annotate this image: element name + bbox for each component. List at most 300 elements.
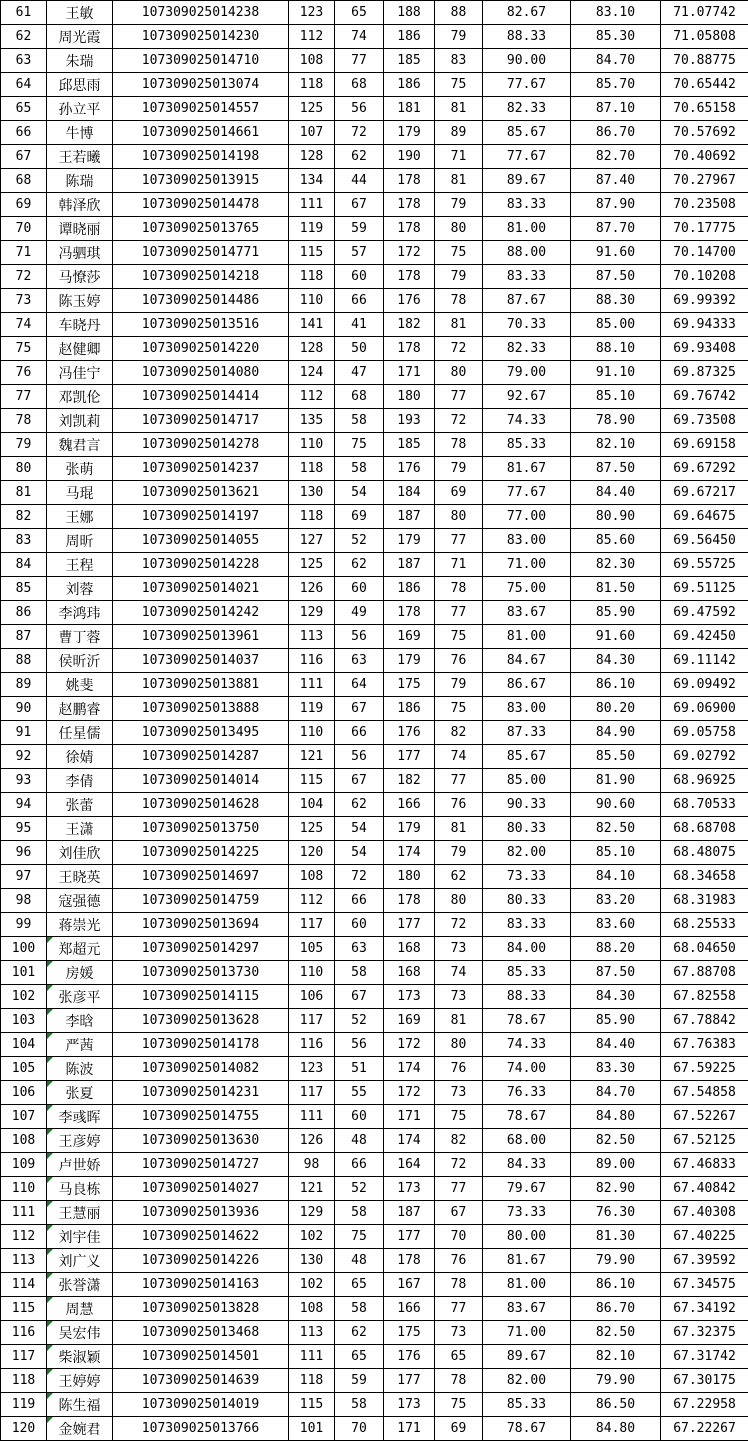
score-2-cell: 58 <box>335 1201 384 1225</box>
score-4-cell: 82.33 <box>483 97 571 121</box>
table-row <box>1 793 748 817</box>
score-total-cell: 188 <box>384 1 435 25</box>
final-score-cell: 69.47592 <box>661 601 748 625</box>
score-1-cell: 118 <box>289 73 335 97</box>
score-total-cell: 177 <box>384 913 435 937</box>
score-4-cell: 82.33 <box>483 337 571 361</box>
score-2-cell: 58 <box>335 409 384 433</box>
score-4-cell: 82.67 <box>483 1 571 25</box>
row-index-cell: 69 <box>1 193 47 217</box>
name-cell: 王程 <box>47 553 113 577</box>
table-row <box>1 1105 748 1129</box>
score-5-cell: 90.60 <box>571 793 661 817</box>
score-2-cell: 68 <box>335 385 384 409</box>
score-3-cell: 75 <box>435 1105 483 1129</box>
score-total-cell: 186 <box>384 577 435 601</box>
score-3-cell: 77 <box>435 1177 483 1201</box>
score-4-cell: 77.67 <box>483 145 571 169</box>
final-score-cell: 69.42450 <box>661 625 748 649</box>
row-index-cell: 90 <box>1 697 47 721</box>
score-5-cell: 85.30 <box>571 25 661 49</box>
exam-id-cell: 107309025014082 <box>113 1057 289 1081</box>
final-score-cell: 68.31983 <box>661 889 748 913</box>
name-cell: 王婷婷 <box>47 1369 113 1393</box>
exam-id-cell: 107309025014639 <box>113 1369 289 1393</box>
table-row <box>1 745 748 769</box>
score-total-cell: 190 <box>384 145 435 169</box>
final-score-cell: 67.34192 <box>661 1297 748 1321</box>
score-3-cell: 82 <box>435 1129 483 1153</box>
score-5-cell: 84.10 <box>571 865 661 889</box>
table-row <box>1 769 748 793</box>
score-total-cell: 185 <box>384 49 435 73</box>
score-2-cell: 72 <box>335 865 384 889</box>
score-4-cell: 85.67 <box>483 745 571 769</box>
row-index-cell: 72 <box>1 265 47 289</box>
score-1-cell: 111 <box>289 193 335 217</box>
table-row <box>1 913 748 937</box>
exam-id-cell: 107309025014228 <box>113 553 289 577</box>
score-4-cell: 74.00 <box>483 1057 571 1081</box>
table-row <box>1 265 748 289</box>
row-index-cell: 97 <box>1 865 47 889</box>
score-3-cell: 72 <box>435 409 483 433</box>
exam-id-cell: 107309025013750 <box>113 817 289 841</box>
score-5-cell: 76.30 <box>571 1201 661 1225</box>
table-row <box>1 169 748 193</box>
score-5-cell: 87.50 <box>571 457 661 481</box>
score-1-cell: 117 <box>289 913 335 937</box>
final-score-cell: 68.70533 <box>661 793 748 817</box>
score-2-cell: 67 <box>335 697 384 721</box>
final-score-cell: 69.87325 <box>661 361 748 385</box>
table-row <box>1 1201 748 1225</box>
exam-id-cell: 107309025014080 <box>113 361 289 385</box>
name-cell: 谭晓丽 <box>47 217 113 241</box>
name-cell: 周慧 <box>47 1297 113 1321</box>
score-5-cell: 91.60 <box>571 241 661 265</box>
score-2-cell: 68 <box>335 73 384 97</box>
score-3-cell: 74 <box>435 961 483 985</box>
score-2-cell: 70 <box>335 1417 384 1441</box>
score-1-cell: 111 <box>289 1105 335 1129</box>
score-1-cell: 130 <box>289 1249 335 1273</box>
name-cell: 王娜 <box>47 505 113 529</box>
score-4-cell: 85.33 <box>483 961 571 985</box>
score-4-cell: 86.67 <box>483 673 571 697</box>
score-3-cell: 62 <box>435 865 483 889</box>
score-total-cell: 187 <box>384 553 435 577</box>
table-row <box>1 1345 748 1369</box>
score-5-cell: 87.10 <box>571 97 661 121</box>
score-total-cell: 178 <box>384 337 435 361</box>
table-row <box>1 361 748 385</box>
table-row <box>1 241 748 265</box>
score-5-cell: 84.80 <box>571 1417 661 1441</box>
score-4-cell: 88.33 <box>483 985 571 1009</box>
score-total-cell: 179 <box>384 121 435 145</box>
exam-id-cell: 107309025014163 <box>113 1273 289 1297</box>
name-cell: 邓凯伦 <box>47 385 113 409</box>
name-cell: 赵鹏睿 <box>47 697 113 721</box>
row-index-cell: 106 <box>1 1081 47 1105</box>
score-2-cell: 60 <box>335 913 384 937</box>
score-4-cell: 71.00 <box>483 1321 571 1345</box>
table-row <box>1 97 748 121</box>
table-row <box>1 337 748 361</box>
name-cell: 蒋崇光 <box>47 913 113 937</box>
score-2-cell: 55 <box>335 1081 384 1105</box>
score-5-cell: 85.90 <box>571 1009 661 1033</box>
score-5-cell: 81.90 <box>571 769 661 793</box>
score-3-cell: 71 <box>435 145 483 169</box>
table-row <box>1 313 748 337</box>
final-score-cell: 67.78842 <box>661 1009 748 1033</box>
row-index-cell: 85 <box>1 577 47 601</box>
score-total-cell: 179 <box>384 529 435 553</box>
name-cell: 卢世娇 <box>47 1153 113 1177</box>
table-row <box>1 673 748 697</box>
score-4-cell: 82.00 <box>483 1369 571 1393</box>
score-5-cell: 81.50 <box>571 577 661 601</box>
score-3-cell: 80 <box>435 889 483 913</box>
score-3-cell: 67 <box>435 1201 483 1225</box>
exam-id-cell: 107309025014037 <box>113 649 289 673</box>
score-total-cell: 179 <box>384 649 435 673</box>
score-1-cell: 126 <box>289 1129 335 1153</box>
name-cell: 房媛 <box>47 961 113 985</box>
score-2-cell: 74 <box>335 25 384 49</box>
score-4-cell: 88.33 <box>483 25 571 49</box>
row-index-cell: 104 <box>1 1033 47 1057</box>
score-2-cell: 59 <box>335 1369 384 1393</box>
score-2-cell: 67 <box>335 769 384 793</box>
score-4-cell: 77.67 <box>483 73 571 97</box>
table-row <box>1 217 748 241</box>
score-3-cell: 80 <box>435 1033 483 1057</box>
score-4-cell: 80.33 <box>483 889 571 913</box>
final-score-cell: 68.68708 <box>661 817 748 841</box>
score-1-cell: 121 <box>289 745 335 769</box>
score-1-cell: 127 <box>289 529 335 553</box>
score-3-cell: 75 <box>435 697 483 721</box>
score-1-cell: 110 <box>289 721 335 745</box>
final-score-cell: 69.64675 <box>661 505 748 529</box>
name-cell: 周昕 <box>47 529 113 553</box>
final-score-cell: 67.54858 <box>661 1081 748 1105</box>
score-total-cell: 187 <box>384 505 435 529</box>
score-4-cell: 83.67 <box>483 1297 571 1321</box>
score-total-cell: 179 <box>384 817 435 841</box>
exam-id-cell: 107309025014297 <box>113 937 289 961</box>
score-2-cell: 54 <box>335 817 384 841</box>
row-index-cell: 109 <box>1 1153 47 1177</box>
exam-id-cell: 107309025014014 <box>113 769 289 793</box>
table-row <box>1 1129 748 1153</box>
score-2-cell: 75 <box>335 433 384 457</box>
row-index-cell: 115 <box>1 1297 47 1321</box>
score-1-cell: 102 <box>289 1225 335 1249</box>
score-4-cell: 74.33 <box>483 1033 571 1057</box>
score-total-cell: 164 <box>384 1153 435 1177</box>
score-1-cell: 123 <box>289 1 335 25</box>
score-total-cell: 172 <box>384 1081 435 1105</box>
table-row <box>1 457 748 481</box>
exam-id-cell: 107309025013468 <box>113 1321 289 1345</box>
final-score-cell: 69.94333 <box>661 313 748 337</box>
score-5-cell: 80.20 <box>571 697 661 721</box>
score-2-cell: 67 <box>335 193 384 217</box>
final-score-cell: 67.40842 <box>661 1177 748 1201</box>
name-cell: 王晓英 <box>47 865 113 889</box>
score-4-cell: 74.33 <box>483 409 571 433</box>
row-index-cell: 83 <box>1 529 47 553</box>
score-total-cell: 177 <box>384 745 435 769</box>
row-index-cell: 120 <box>1 1417 47 1441</box>
row-index-cell: 99 <box>1 913 47 937</box>
final-score-cell: 68.04650 <box>661 937 748 961</box>
score-5-cell: 86.70 <box>571 121 661 145</box>
final-score-cell: 70.40692 <box>661 145 748 169</box>
score-4-cell: 77.67 <box>483 481 571 505</box>
score-5-cell: 85.10 <box>571 841 661 865</box>
row-index-cell: 117 <box>1 1345 47 1369</box>
table-row <box>1 1297 748 1321</box>
row-index-cell: 105 <box>1 1057 47 1081</box>
exam-id-cell: 107309025014218 <box>113 265 289 289</box>
score-total-cell: 168 <box>384 961 435 985</box>
score-1-cell: 107 <box>289 121 335 145</box>
final-score-cell: 68.96925 <box>661 769 748 793</box>
name-cell: 冯驷琪 <box>47 241 113 265</box>
score-total-cell: 186 <box>384 25 435 49</box>
row-index-cell: 93 <box>1 769 47 793</box>
final-score-cell: 67.52125 <box>661 1129 748 1153</box>
score-1-cell: 111 <box>289 673 335 697</box>
final-score-cell: 67.82558 <box>661 985 748 1009</box>
score-2-cell: 66 <box>335 889 384 913</box>
score-3-cell: 73 <box>435 985 483 1009</box>
score-5-cell: 83.10 <box>571 1 661 25</box>
score-3-cell: 77 <box>435 769 483 793</box>
name-cell: 徐婧 <box>47 745 113 769</box>
table-row <box>1 817 748 841</box>
exam-id-cell: 107309025014021 <box>113 577 289 601</box>
score-3-cell: 70 <box>435 1225 483 1249</box>
score-4-cell: 85.33 <box>483 433 571 457</box>
name-cell: 周光霞 <box>47 25 113 49</box>
score-1-cell: 98 <box>289 1153 335 1177</box>
row-index-cell: 108 <box>1 1129 47 1153</box>
score-1-cell: 119 <box>289 697 335 721</box>
score-4-cell: 81.00 <box>483 217 571 241</box>
row-index-cell: 111 <box>1 1201 47 1225</box>
final-score-cell: 69.67217 <box>661 481 748 505</box>
name-cell: 金婉君 <box>47 1417 113 1441</box>
row-index-cell: 101 <box>1 961 47 985</box>
final-score-cell: 71.05808 <box>661 25 748 49</box>
table-row <box>1 193 748 217</box>
score-1-cell: 104 <box>289 793 335 817</box>
table-row <box>1 25 748 49</box>
row-index-cell: 116 <box>1 1321 47 1345</box>
name-cell: 张彦平 <box>47 985 113 1009</box>
score-total-cell: 172 <box>384 241 435 265</box>
score-total-cell: 173 <box>384 1177 435 1201</box>
score-total-cell: 171 <box>384 361 435 385</box>
final-score-cell: 69.69158 <box>661 433 748 457</box>
exam-id-cell: 107309025014197 <box>113 505 289 529</box>
row-index-cell: 71 <box>1 241 47 265</box>
name-cell: 朱瑞 <box>47 49 113 73</box>
row-index-cell: 110 <box>1 1177 47 1201</box>
score-3-cell: 73 <box>435 1321 483 1345</box>
score-5-cell: 85.50 <box>571 745 661 769</box>
exam-id-cell: 107309025014226 <box>113 1249 289 1273</box>
exam-id-cell: 107309025014755 <box>113 1105 289 1129</box>
score-2-cell: 47 <box>335 361 384 385</box>
name-cell: 马憭莎 <box>47 265 113 289</box>
table-row <box>1 1081 748 1105</box>
final-score-cell: 67.22267 <box>661 1417 748 1441</box>
name-cell: 侯昕沂 <box>47 649 113 673</box>
score-3-cell: 78 <box>435 1273 483 1297</box>
score-1-cell: 129 <box>289 601 335 625</box>
score-5-cell: 83.30 <box>571 1057 661 1081</box>
score-4-cell: 88.00 <box>483 241 571 265</box>
score-1-cell: 119 <box>289 217 335 241</box>
score-1-cell: 115 <box>289 1393 335 1417</box>
exam-id-cell: 107309025014486 <box>113 289 289 313</box>
row-index-cell: 78 <box>1 409 47 433</box>
table-row <box>1 73 748 97</box>
score-total-cell: 178 <box>384 217 435 241</box>
score-3-cell: 79 <box>435 25 483 49</box>
score-4-cell: 78.67 <box>483 1105 571 1129</box>
score-2-cell: 62 <box>335 145 384 169</box>
table-row <box>1 553 748 577</box>
exam-id-cell: 107309025014231 <box>113 1081 289 1105</box>
score-2-cell: 49 <box>335 601 384 625</box>
score-3-cell: 81 <box>435 817 483 841</box>
score-total-cell: 176 <box>384 457 435 481</box>
score-3-cell: 80 <box>435 505 483 529</box>
score-5-cell: 83.20 <box>571 889 661 913</box>
final-score-cell: 69.55725 <box>661 553 748 577</box>
name-cell: 魏君言 <box>47 433 113 457</box>
score-2-cell: 72 <box>335 121 384 145</box>
score-total-cell: 171 <box>384 1417 435 1441</box>
row-index-cell: 88 <box>1 649 47 673</box>
final-score-cell: 69.51125 <box>661 577 748 601</box>
score-total-cell: 176 <box>384 289 435 313</box>
exam-id-cell: 107309025014759 <box>113 889 289 913</box>
exam-id-cell: 107309025013516 <box>113 313 289 337</box>
score-1-cell: 116 <box>289 649 335 673</box>
score-1-cell: 130 <box>289 481 335 505</box>
table-row <box>1 409 748 433</box>
score-3-cell: 72 <box>435 1153 483 1177</box>
score-1-cell: 116 <box>289 1033 335 1057</box>
name-cell: 邱思雨 <box>47 73 113 97</box>
score-1-cell: 128 <box>289 337 335 361</box>
final-score-cell: 70.65158 <box>661 97 748 121</box>
score-5-cell: 84.30 <box>571 985 661 1009</box>
table-row <box>1 841 748 865</box>
exam-id-cell: 107309025014198 <box>113 145 289 169</box>
name-cell: 严茜 <box>47 1033 113 1057</box>
score-4-cell: 83.67 <box>483 601 571 625</box>
score-4-cell: 82.00 <box>483 841 571 865</box>
score-5-cell: 82.70 <box>571 145 661 169</box>
score-4-cell: 70.33 <box>483 313 571 337</box>
score-3-cell: 82 <box>435 721 483 745</box>
name-cell: 李晗 <box>47 1009 113 1033</box>
score-4-cell: 85.33 <box>483 1393 571 1417</box>
exam-id-cell: 107309025014661 <box>113 121 289 145</box>
score-5-cell: 85.10 <box>571 385 661 409</box>
final-score-cell: 67.46833 <box>661 1153 748 1177</box>
score-total-cell: 173 <box>384 1393 435 1417</box>
final-score-cell: 69.93408 <box>661 337 748 361</box>
name-cell: 孙立平 <box>47 97 113 121</box>
name-cell: 张誉潇 <box>47 1273 113 1297</box>
table-row <box>1 1057 748 1081</box>
row-index-cell: 76 <box>1 361 47 385</box>
score-5-cell: 85.60 <box>571 529 661 553</box>
score-5-cell: 87.50 <box>571 265 661 289</box>
table-row <box>1 1369 748 1393</box>
score-total-cell: 178 <box>384 601 435 625</box>
exam-id-cell: 107309025014478 <box>113 193 289 217</box>
score-3-cell: 74 <box>435 745 483 769</box>
final-score-cell: 71.07742 <box>661 1 748 25</box>
row-index-cell: 100 <box>1 937 47 961</box>
score-3-cell: 77 <box>435 385 483 409</box>
exam-id-cell: 107309025013628 <box>113 1009 289 1033</box>
score-2-cell: 44 <box>335 169 384 193</box>
score-3-cell: 81 <box>435 97 483 121</box>
row-index-cell: 66 <box>1 121 47 145</box>
name-cell: 陈瑞 <box>47 169 113 193</box>
name-cell: 柴淑颖 <box>47 1345 113 1369</box>
score-3-cell: 79 <box>435 457 483 481</box>
score-3-cell: 65 <box>435 1345 483 1369</box>
score-2-cell: 66 <box>335 721 384 745</box>
score-2-cell: 66 <box>335 289 384 313</box>
score-total-cell: 181 <box>384 97 435 121</box>
table-row <box>1 1273 748 1297</box>
exam-id-cell: 107309025013766 <box>113 1417 289 1441</box>
score-5-cell: 80.90 <box>571 505 661 529</box>
score-1-cell: 113 <box>289 625 335 649</box>
score-1-cell: 112 <box>289 889 335 913</box>
score-total-cell: 184 <box>384 481 435 505</box>
name-cell: 陈玉婷 <box>47 289 113 313</box>
score-2-cell: 56 <box>335 97 384 121</box>
score-1-cell: 135 <box>289 409 335 433</box>
score-2-cell: 52 <box>335 1009 384 1033</box>
score-1-cell: 108 <box>289 1297 335 1321</box>
score-5-cell: 79.90 <box>571 1249 661 1273</box>
score-4-cell: 76.33 <box>483 1081 571 1105</box>
score-2-cell: 65 <box>335 1 384 25</box>
score-1-cell: 112 <box>289 25 335 49</box>
row-index-cell: 113 <box>1 1249 47 1273</box>
exam-id-cell: 107309025014019 <box>113 1393 289 1417</box>
score-5-cell: 82.50 <box>571 1129 661 1153</box>
exam-id-cell: 107309025013495 <box>113 721 289 745</box>
